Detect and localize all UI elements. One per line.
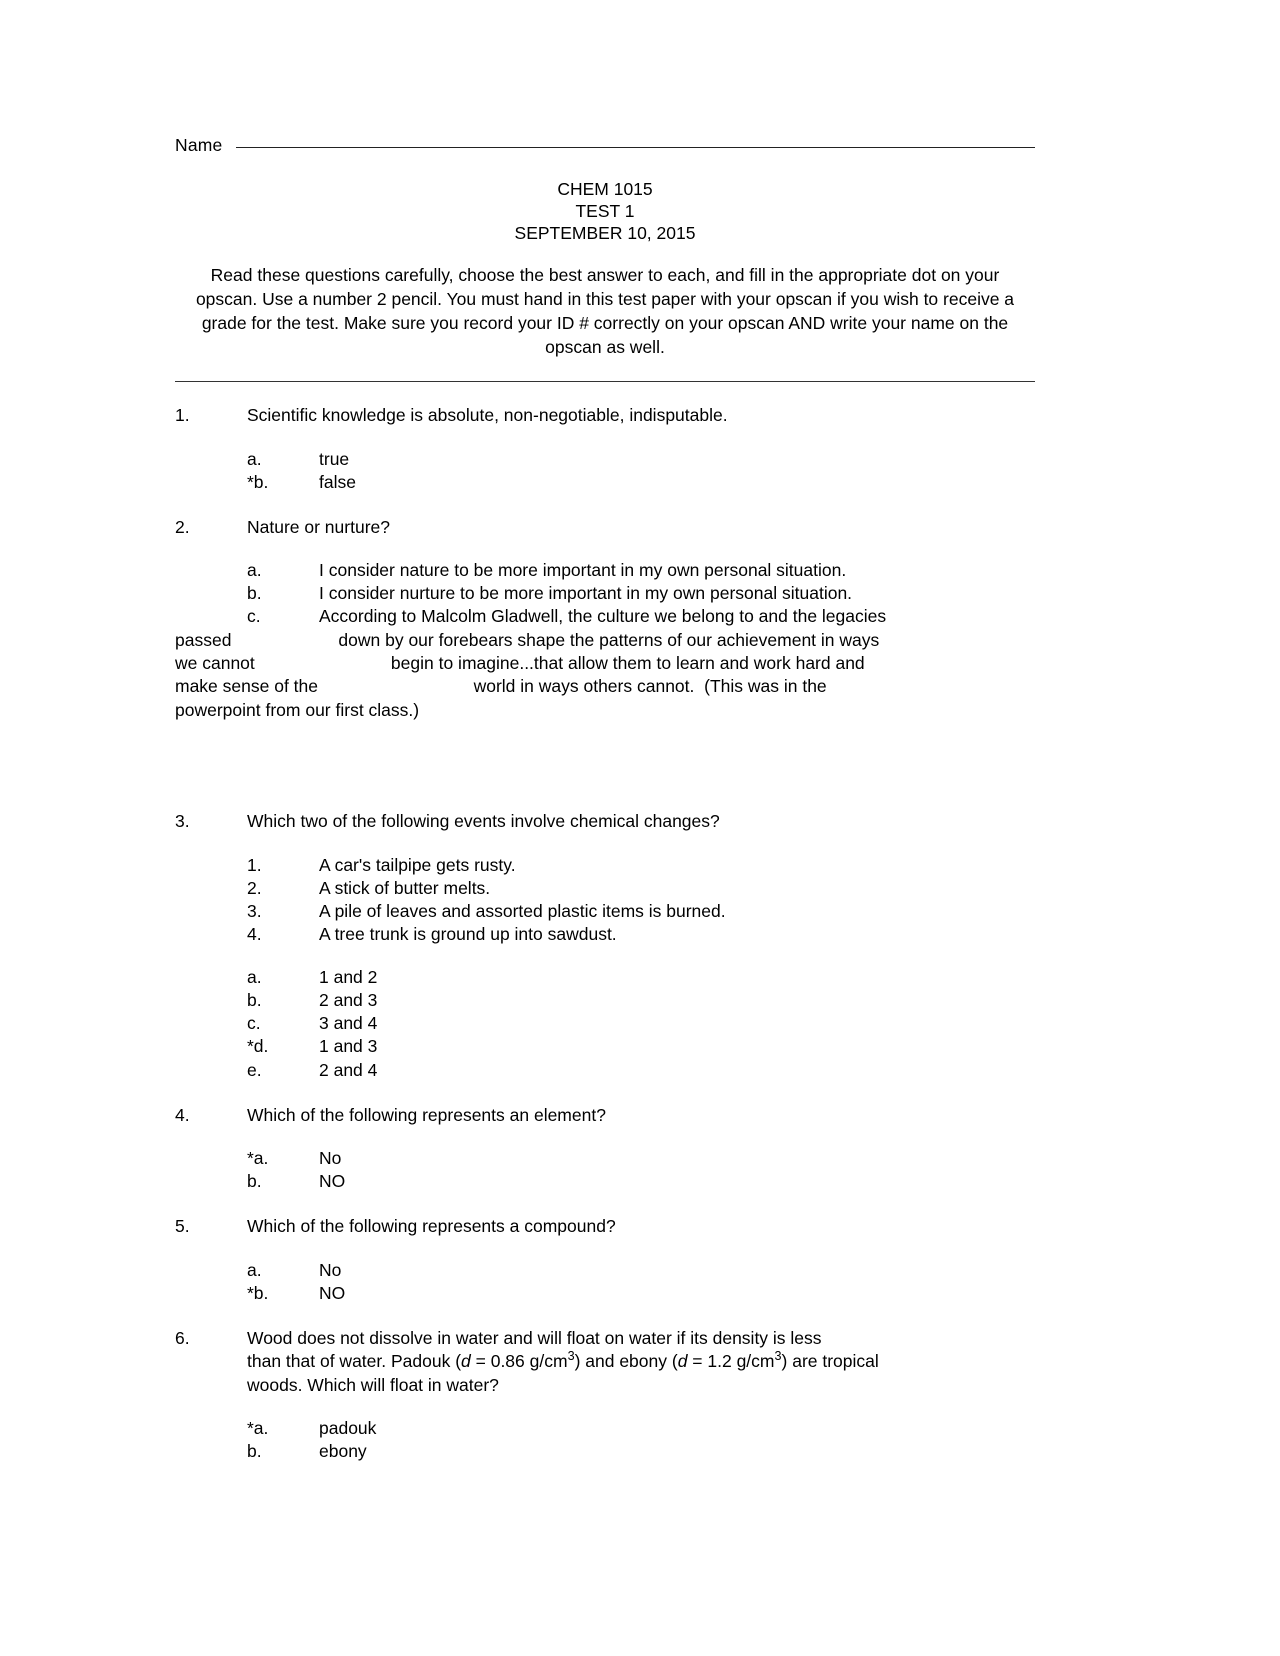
option-label: false: [319, 471, 356, 492]
name-label: Name: [175, 135, 223, 155]
name-blank-line[interactable]: [236, 147, 1035, 148]
statement-text: A pile of leaves and assorted plastic items is burned.: [319, 900, 726, 921]
option-key: b.: [247, 1441, 262, 1462]
question-1-text: Scientific knowledge is absolute, non-negotiable, indisputable.: [247, 405, 728, 426]
statement-number: 4.: [247, 924, 262, 945]
question-1-number: 1.: [175, 405, 190, 426]
question-4-heading: [175, 1104, 1035, 1127]
question-4-options: [247, 1147, 1035, 1193]
question-3-statements: [247, 854, 1035, 946]
q6-part-a: than that of water. Padouk (: [247, 1351, 462, 1372]
option-row[interactable]: [247, 448, 1035, 471]
question-6-heading: [175, 1327, 1035, 1397]
q6-exponent-2: 3: [774, 1349, 782, 1364]
question-1-options: [247, 448, 1035, 494]
spacer: [175, 494, 1035, 516]
option-label: 1 and 2: [319, 967, 378, 988]
option-row[interactable]: [247, 1012, 1035, 1035]
continuation-line: passed down by our forebears shape the patterns of our achievement in ways: [175, 629, 880, 650]
question-3-text: Which two of the following events involve chemical changes?: [247, 811, 720, 832]
option-row[interactable]: [247, 1282, 1035, 1305]
option-row[interactable]: [247, 1417, 1035, 1440]
question-4-text: Which of the following represents an element?: [247, 1104, 606, 1125]
option-key: b.: [247, 1171, 262, 1192]
question-3-options: [247, 966, 1035, 1081]
option-key: *b.: [247, 471, 269, 492]
question-6-text: [247, 1327, 1035, 1397]
continuation-line: make sense of the world in ways others cannot. (This was in the: [175, 676, 827, 697]
q6-part-d: = 1.2 g/cm: [687, 1351, 775, 1372]
q6-part-e: ) are tropical: [781, 1351, 879, 1372]
spacer: [175, 1082, 1035, 1104]
option-key: c.: [247, 606, 261, 627]
option-label: true: [319, 448, 350, 469]
q6-part-c: ) and ebony (: [574, 1351, 678, 1372]
option-key: b.: [247, 583, 262, 604]
question-6-line-2: [247, 1350, 1035, 1373]
question-6-options: [247, 1417, 1035, 1463]
option-key: c.: [247, 1013, 261, 1034]
option-label: No: [319, 1148, 342, 1169]
horizontal-divider: [175, 381, 1035, 382]
test-title: TEST 1: [575, 201, 635, 222]
statement-row: [247, 923, 1035, 946]
option-key: a.: [247, 967, 262, 988]
option-key: a.: [247, 448, 262, 469]
question-4-number: 4.: [175, 1104, 190, 1125]
option-row[interactable]: [247, 582, 1035, 605]
name-row: [175, 135, 1035, 156]
question-2-heading: [175, 516, 1035, 539]
option-key: *d.: [247, 1036, 269, 1057]
question-1: [175, 404, 1035, 494]
option-row[interactable]: [247, 559, 1035, 582]
continuation-line: powerpoint from our first class.): [175, 699, 420, 720]
option-key: a.: [247, 1259, 262, 1280]
question-3: [175, 810, 1035, 1081]
question-2-options: [247, 559, 1035, 628]
option-label: According to Malcolm Gladwell, the culture we belong to and the legacies: [319, 606, 887, 627]
statement-number: 1.: [247, 854, 262, 875]
test-date: SEPTEMBER 10, 2015: [514, 223, 696, 244]
statement-text: A stick of butter melts.: [319, 877, 491, 898]
option-row[interactable]: [247, 1170, 1035, 1193]
option-label: 2 and 3: [319, 990, 378, 1011]
option-row[interactable]: [247, 1059, 1035, 1082]
question-4: [175, 1104, 1035, 1194]
option-row[interactable]: [247, 605, 1035, 628]
option-label: 1 and 3: [319, 1036, 378, 1057]
option-key: *a.: [247, 1148, 269, 1169]
option-key: e.: [247, 1059, 262, 1080]
option-row[interactable]: [247, 1440, 1035, 1463]
option-row[interactable]: [247, 1035, 1035, 1058]
option-row[interactable]: [247, 471, 1035, 494]
option-key: *b.: [247, 1282, 269, 1303]
question-2-text: Nature or nurture?: [247, 516, 390, 537]
question-2-option-c-continuation: [175, 629, 1035, 723]
statement-text: A car's tailpipe gets rusty.: [319, 854, 516, 875]
statement-number: 3.: [247, 900, 262, 921]
question-1-heading: [175, 404, 1035, 427]
question-6: [175, 1327, 1035, 1464]
option-row[interactable]: [247, 966, 1035, 989]
q6-exponent-1: 3: [567, 1349, 575, 1364]
option-label: ebony: [319, 1441, 367, 1462]
question-3-heading: [175, 810, 1035, 833]
course-title: CHEM 1015: [557, 179, 653, 199]
question-6-number: 6.: [175, 1327, 190, 1348]
option-label: 2 and 4: [319, 1059, 378, 1080]
option-row[interactable]: [247, 1259, 1035, 1282]
instructions-paragraph: Read these questions carefully, choose the best answer to each, and fill in the appropriate dot on your opscan. Use a number 2 pencil. You must hand in this test paper with your opscan if you wish to receive a grade for the test. Make sure you record your ID # correctly on your opscan AND write your name on the opscan as well.: [195, 264, 1015, 358]
spacer: [175, 1193, 1035, 1215]
statement-row: [247, 877, 1035, 900]
continuation-line: we cannot begin to imagine...that allow them to learn and work hard and: [175, 653, 865, 673]
option-row[interactable]: [247, 1147, 1035, 1170]
exam-sheet: [175, 135, 1035, 1463]
statement-text: A tree trunk is ground up into sawdust.: [319, 924, 617, 945]
q6-part-b: = 0.86 g/cm: [470, 1351, 568, 1372]
q6-density-symbol-2: d: [677, 1351, 688, 1372]
question-2: [175, 516, 1035, 722]
option-label: I consider nurture to be more important in my own personal situation.: [319, 583, 853, 604]
spacer: [175, 722, 1035, 810]
option-key: *a.: [247, 1418, 269, 1439]
question-3-number: 3.: [175, 811, 190, 832]
option-label: No: [319, 1259, 342, 1280]
option-label: padouk: [319, 1418, 377, 1439]
statement-row: [247, 900, 1035, 923]
option-key: b.: [247, 990, 262, 1011]
question-2-number: 2.: [175, 516, 190, 537]
statement-row: [247, 854, 1035, 877]
option-label: 3 and 4: [319, 1013, 378, 1034]
question-5-text: Which of the following represents a compound?: [247, 1216, 616, 1237]
option-label: NO: [319, 1171, 346, 1192]
title-block: [175, 178, 1035, 245]
option-key: a.: [247, 560, 262, 581]
option-row[interactable]: [247, 989, 1035, 1012]
question-5: [175, 1215, 1035, 1305]
option-label: NO: [319, 1282, 346, 1303]
question-6-line-3: woods. Which will float in water?: [247, 1374, 499, 1395]
question-6-line-1: Wood does not dissolve in water and will float on water if its density is less: [247, 1327, 822, 1348]
question-5-number: 5.: [175, 1216, 190, 1237]
question-5-options: [247, 1259, 1035, 1305]
spacer: [175, 1305, 1035, 1327]
q6-density-symbol-1: d: [461, 1351, 471, 1372]
statement-number: 2.: [247, 877, 262, 898]
option-label: I consider nature to be more important in my own personal situation.: [319, 560, 847, 581]
question-5-heading: [175, 1215, 1035, 1238]
